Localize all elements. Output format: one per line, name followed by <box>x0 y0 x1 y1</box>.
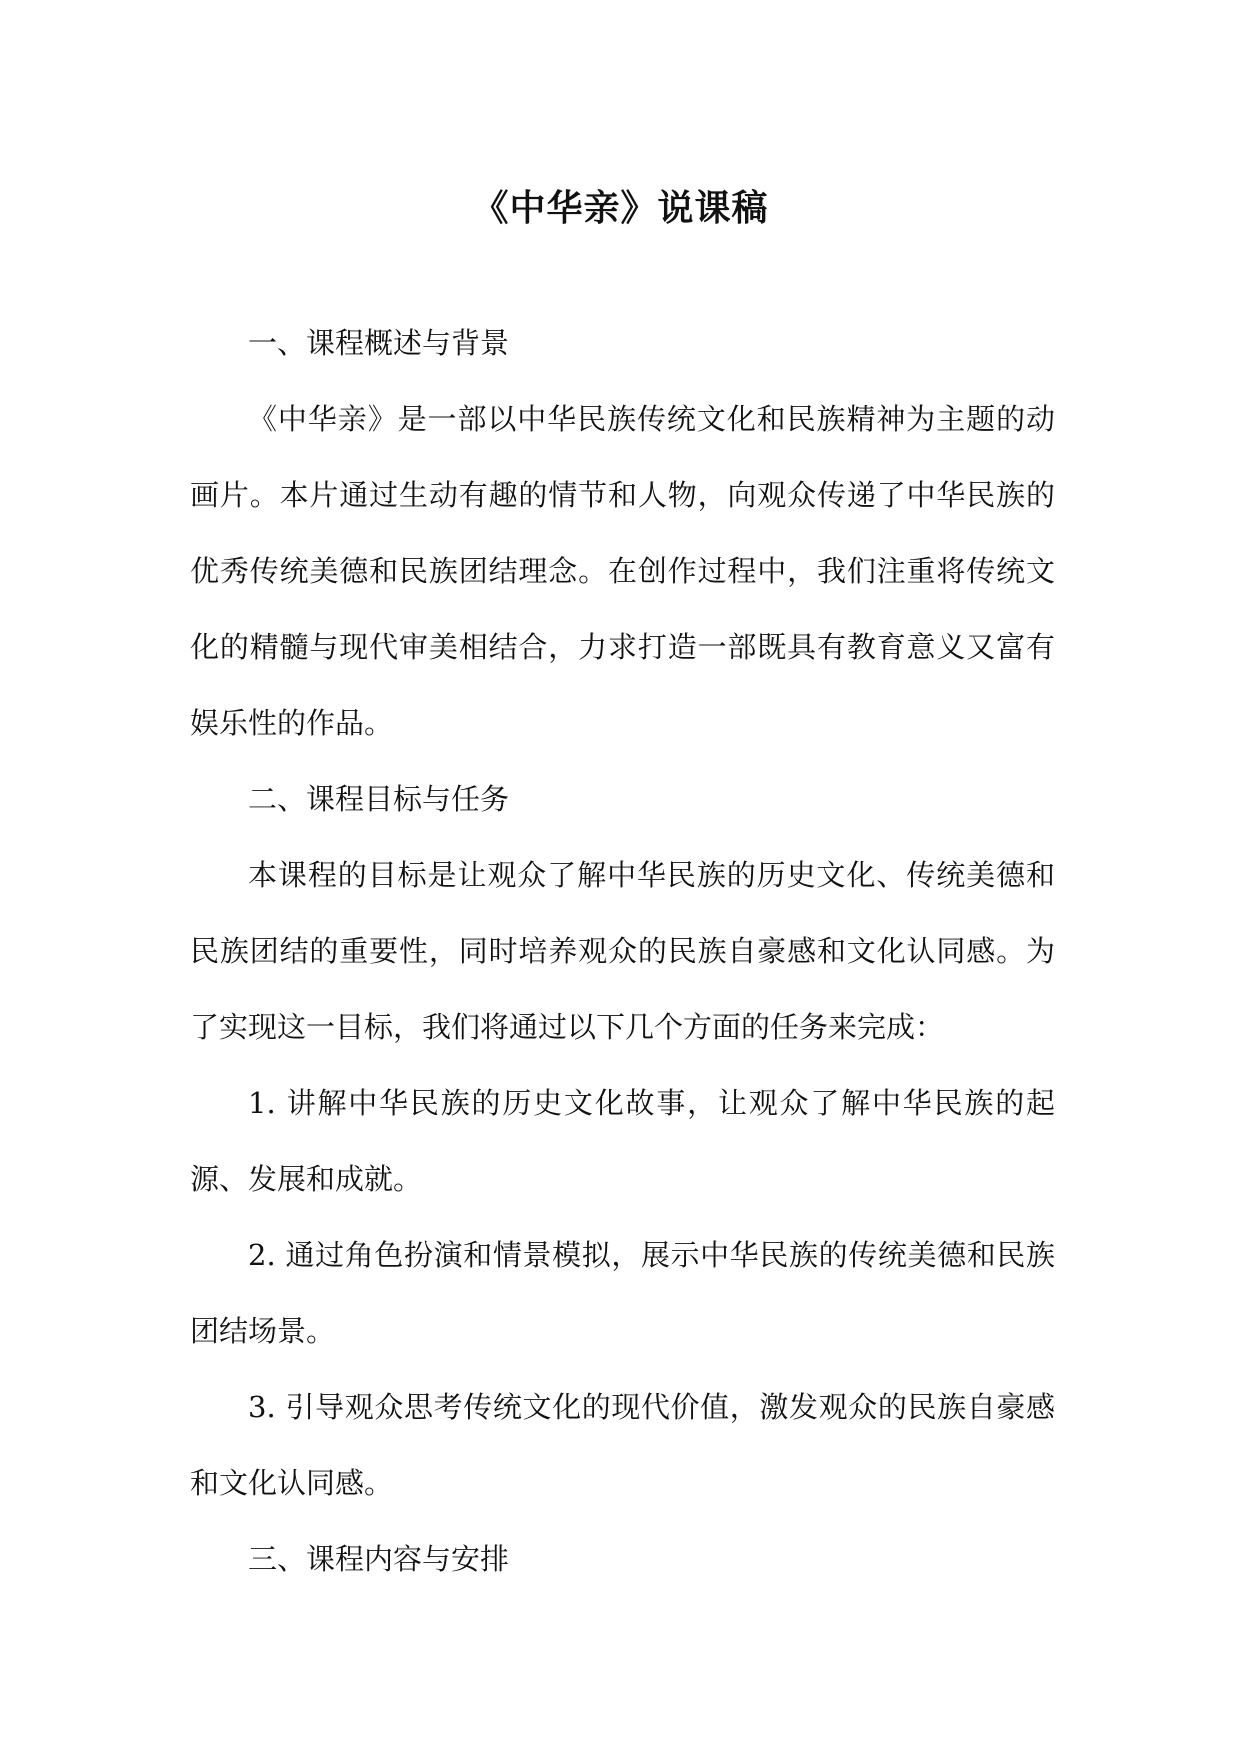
list-item-task-1: 1. 讲解中华民族的历史文化故事，让观众了解中华民族的起源、发展和成就。 <box>190 1086 1055 1196</box>
document-body <box>190 305 1055 1597</box>
paragraph-overview: 《中华亲》是一部以中华民族传统文化和民族精神为主题的动画片。本片通过生动有趣的情节和人物，向观众传递了中华民族的优秀传统美德和民族团结理念。在创作过程中，我们注重将传统文化的精髓与现代审美相结合，力求打造一部既具有教育意义又富有娱乐性的作品。 <box>190 402 1055 740</box>
section-heading-goals: 二、课程目标与任务 <box>248 782 510 816</box>
list-item-task-2: 2. 通过角色扮演和情景模拟，展示中华民族的传统美德和民族团结场景。 <box>190 1238 1055 1348</box>
list-item-task-3: 3. 引导观众思考传统文化的现代价值，激发观众的民族自豪感和文化认同感。 <box>190 1390 1055 1500</box>
section-heading-content: 三、课程内容与安排 <box>248 1542 510 1576</box>
document-title: 《中华亲》说课稿 <box>472 187 769 229</box>
paragraph-goals: 本课程的目标是让观众了解中华民族的历史文化、传统美德和民族团结的重要性，同时培养观众的民族自豪感和文化认同感。为了实现这一目标，我们将通过以下几个方面的任务来完成： <box>190 858 1055 1044</box>
section-heading-overview: 一、课程概述与背景 <box>248 326 510 360</box>
